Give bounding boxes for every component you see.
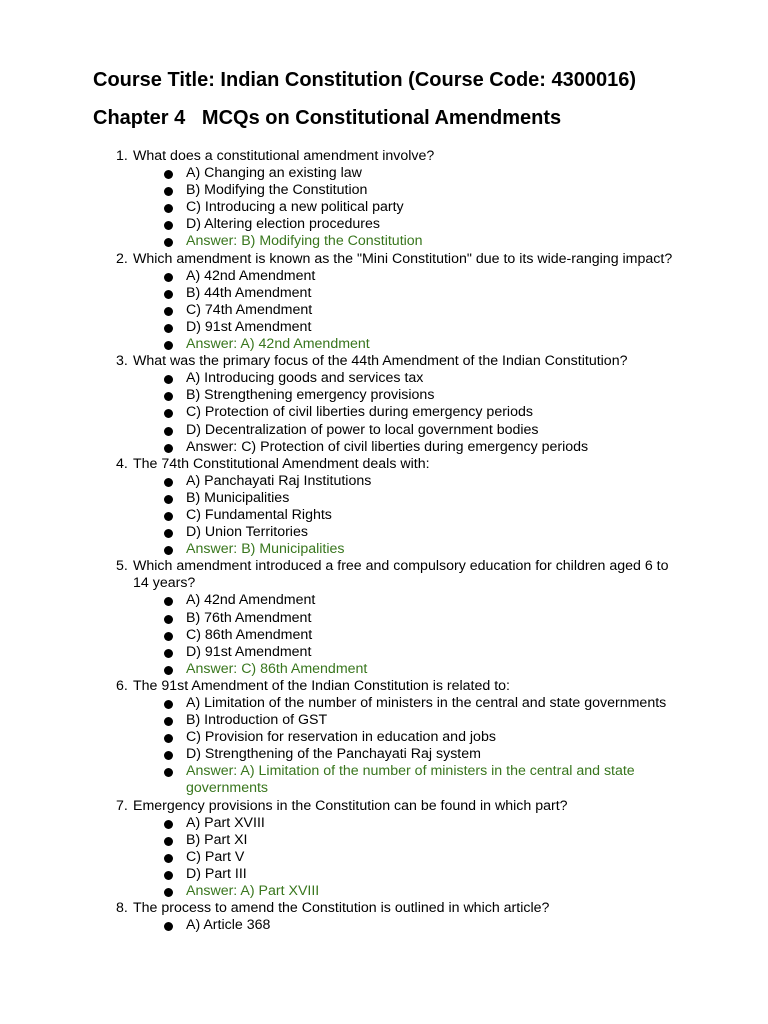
option-text: C) Protection of civil liberties during emergency periods [186,404,533,421]
bullet-icon [163,285,186,302]
option-item [163,592,676,609]
option-text: A) 42nd Amendment [186,267,316,284]
option-item [163,473,676,490]
option-text: D) Union Territories [186,524,308,541]
option-text: D) 91st Amendment [186,318,312,335]
option-list [116,370,676,455]
question-item [116,456,676,559]
option-item [163,182,676,199]
option-text: A) Introducing goods and services tax [186,370,424,387]
course-title: Course Title: Indian Constitution (Course Code: 4300016) [93,69,637,91]
option-text: C) Introducing a new political party [186,199,404,216]
bullet-icon [163,849,186,866]
option-text: C) 74th Amendment [186,301,313,318]
option-item [163,746,676,763]
answer-text: Answer: A) Part XVIII [186,883,320,900]
question-text: Emergency provisions in the Constitution can be found in which part? [133,797,568,814]
question-item [116,798,676,901]
option-item [163,627,676,644]
answer-item [163,336,676,353]
option-text: B) 76th Amendment [186,609,312,626]
question-text: Which amendment introduced a free and compulsory education for children aged 6 to 14 years? [133,558,669,592]
option-text: B) Municipalities [186,489,290,506]
answer-text: Answer: A) Limitation of the number of ministers in the central and state governments [186,763,635,797]
option-item [163,490,676,507]
bullet-icon [163,336,186,353]
bullet-icon [163,592,186,609]
option-item [163,319,676,336]
answer-text: Answer: C) 86th Amendment [186,660,368,677]
bullet-icon [163,866,186,883]
answer-text: Answer: B) Modifying the Constitution [186,233,423,250]
chapter-title: Chapter 4 MCQs on Constitutional Amendments [93,107,562,129]
option-item [163,524,676,541]
option-text: A) 42nd Amendment [186,592,316,609]
bullet-icon [163,165,186,182]
option-text: D) Altering election procedures [186,216,380,233]
option-text: C) Fundamental Rights [186,506,332,523]
question-item [116,558,676,678]
option-list [116,917,676,934]
bullet-icon [163,182,186,199]
bullet-icon [163,216,186,233]
question-number: 7. [116,797,128,814]
bullet-icon [163,610,186,627]
option-item [163,695,676,712]
option-item [163,387,676,404]
option-text: A) Changing an existing law [186,165,362,182]
answer-text: Answer: A) 42nd Amendment [186,336,370,353]
option-item [163,216,676,233]
option-item [163,849,676,866]
option-text: A) Panchayati Raj Institutions [186,472,372,489]
option-text: C) 86th Amendment [186,626,313,643]
bullet-icon [163,268,186,285]
question-number: 4. [116,455,128,472]
option-list [116,592,676,677]
bullet-icon [163,815,186,832]
option-text: B) Strengthening emergency provisions [186,387,435,404]
bullet-icon [163,490,186,507]
question-list [116,148,676,934]
option-list [116,695,676,798]
option-item [163,832,676,849]
option-item [163,815,676,832]
bullet-icon [163,404,186,421]
option-list [116,815,676,900]
option-text: D) Strengthening of the Panchayati Raj system [186,746,481,763]
bullet-icon [163,627,186,644]
bullet-icon [163,883,186,900]
question-text: The process to amend the Constitution is outlined in which article? [133,900,550,917]
bullet-icon [163,473,186,490]
option-item [163,199,676,216]
option-text: D) Decentralization of power to local government bodies [186,421,539,438]
question-line [116,353,676,370]
bullet-icon [163,422,186,439]
question-line [116,900,676,917]
option-item [163,729,676,746]
question-line [116,558,676,592]
option-item [163,917,676,934]
answer-text: Answer: C) Protection of civil liberties during emergency periods [186,438,589,455]
option-item [163,507,676,524]
option-text: B) Introduction of GST [186,712,328,729]
question-number: 6. [116,677,128,694]
answer-item [163,233,676,250]
option-text: A) Limitation of the number of ministers in the central and state governments [186,695,667,711]
bullet-icon [163,695,186,712]
bullet-icon [163,541,186,558]
answer-text: Answer: B) Municipalities [186,541,345,558]
answer-item [163,763,676,797]
bullet-icon [163,524,186,541]
bullet-icon [163,370,186,387]
question-line [116,678,676,695]
answer-item [163,541,676,558]
option-text: D) Part III [186,865,247,882]
question-text: What does a constitutional amendment involve? [133,148,435,164]
option-list [116,268,676,353]
question-line [116,456,676,473]
option-list [116,165,676,250]
bullet-icon [163,319,186,336]
question-number: 1. [116,148,128,164]
option-item [163,866,676,883]
question-text: The 74th Constitutional Amendment deals with: [133,455,430,472]
question-item [116,353,676,456]
bullet-icon [163,387,186,404]
question-text: What was the primary focus of the 44th Amendment of the Indian Constitution? [133,353,628,370]
bullet-icon [163,763,186,797]
option-text: B) 44th Amendment [186,284,312,301]
question-item [116,251,676,354]
question-number: 2. [116,250,128,267]
option-item [163,165,676,182]
option-text: A) Part XVIII [186,814,265,831]
option-item [163,404,676,421]
question-line [116,148,676,165]
option-text: B) Modifying the Constitution [186,182,368,199]
option-item [163,644,676,661]
option-item [163,268,676,285]
question-number: 3. [116,353,128,370]
option-item [163,285,676,302]
answer-item [163,883,676,900]
bullet-icon [163,917,186,934]
bullet-icon [163,644,186,661]
option-text: C) Part V [186,848,245,865]
question-text: The 91st Amendment of the Indian Constitution is related to: [133,677,510,694]
bullet-icon [163,507,186,524]
question-number: 5. [116,558,128,575]
option-text: C) Provision for reservation in education and jobs [186,729,496,746]
bullet-icon [163,729,186,746]
option-text: D) 91st Amendment [186,643,312,660]
question-item [116,900,676,934]
option-text: A) Article 368 [186,917,271,934]
option-item [163,422,676,439]
option-item [163,610,676,627]
option-item [163,712,676,729]
bullet-icon [163,233,186,250]
question-line [116,251,676,268]
option-text: B) Part XI [186,831,248,848]
option-list [116,473,676,558]
question-item [116,678,676,798]
bullet-icon [163,712,186,729]
answer-item [163,661,676,678]
bullet-icon [163,302,186,319]
question-item [116,148,676,251]
option-item [163,370,676,387]
option-item [163,302,676,319]
question-line [116,798,676,815]
bullet-icon [163,832,186,849]
question-text: Which amendment is known as the "Mini Constitution" due to its wide-ranging impact? [133,250,673,267]
bullet-icon [163,661,186,678]
question-number: 8. [116,900,128,917]
bullet-icon [163,199,186,216]
bullet-icon [163,439,186,456]
answer-item [163,439,676,456]
bullet-icon [163,746,186,763]
